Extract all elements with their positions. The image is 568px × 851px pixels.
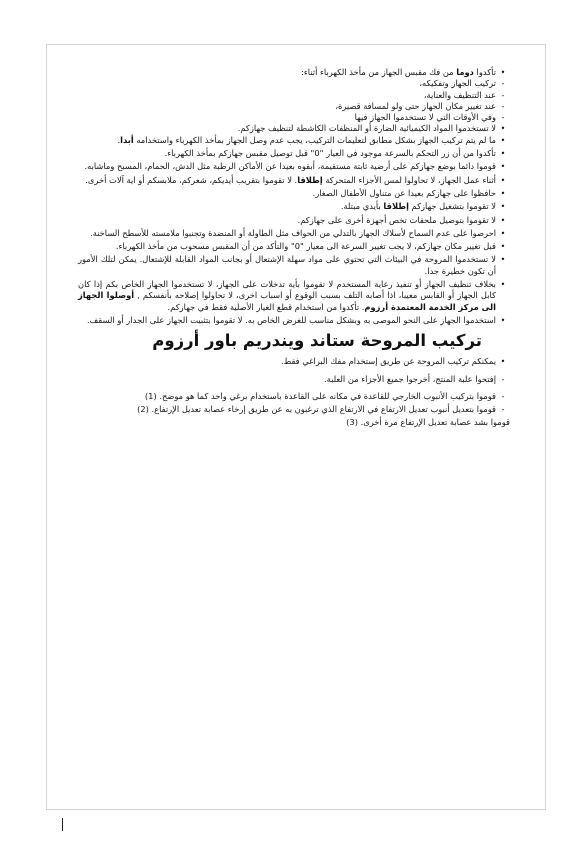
list-item: • لا تستخدموا المواد الكيميائية الضارة أو المنظفات الكاشطة لتنظيف جهازكم.	[78, 123, 510, 134]
bullet-marker: •	[500, 214, 506, 225]
list-item: • احرصوا على عدم السماح لأسلاك الجهاز بالتدلي من الحواف مثل الطاولة أو المنضدة وتجنبوا ملامسته للأسطح الساخنة.	[78, 228, 510, 239]
list-item: - قوموا بتعديل أنبوب تعديل الارتفاع في الارتفاع الذي ترغبون به عن طريق إرخاء عصابة تعديل الإرتفاع. (2)	[78, 404, 510, 415]
list-item: • ما لم يتم تركيب الجهاز بشكل مطابق لتعليمات التركيب، يجب عدم وصل الجهاز بمأخذ الكهرباء واستخدامه أبدا.	[78, 135, 510, 146]
list-item: • لا تقوموا بتوصيل ملحقات تخص أجهزة أخرى على جهازكم.	[78, 215, 510, 226]
bullet-marker: •	[500, 123, 506, 134]
bullet-marker: •	[500, 227, 506, 238]
bullet-marker: •	[500, 241, 506, 252]
list-item: قوموا بشد عصابة تعديل الإرتفاع مرة أخرى. (3)	[346, 417, 510, 428]
bullet-marker: •	[500, 314, 506, 325]
list-item: • قبل تغيير مكان جهازكم، لا يجب تغيير السرعة الى معيار "0" والتأكد من أن المقبس مسحوب من مأخذ الكهرباء.	[78, 241, 510, 252]
list-item: - عند التنظيف والعناية،	[78, 90, 510, 101]
list-item: • استخدموا الجهاز على النحو الموصى به وبشكل مناسب للغرض الخاص به. لا تقوموا بتثبيت الجهاز على الجدار أو السقف.	[78, 315, 510, 326]
section-title: تركيب المروحة ستاند ويندريم باور أرزوم	[152, 331, 482, 351]
bullet-marker: •	[500, 67, 506, 77]
dash-marker: -	[501, 78, 505, 89]
dash-marker: -	[501, 100, 505, 111]
list-item: - قوموا بتركيب الأنبوب الخارجي للقاعدة في مكانه على القاعدة باستخدام برغي واحد كما هو موضح. (1)	[78, 391, 510, 402]
dash-marker: -	[501, 404, 505, 415]
dash-marker: -	[501, 373, 505, 384]
list-item: • يمكنكم تركيب المروحة عن طريق إستخدام مفك البراغي فقط.	[78, 356, 510, 367]
document-body	[78, 67, 510, 429]
list-item: • لا تستخدموا المروحة في البيئات التي تحتوي على مواد سهلة الإشتعال أو بجانب المواد القابلة للإشتعال. يمكن لتلك الأمور أن تكون خطيرة جدا.	[78, 254, 510, 277]
list-item: • تأكدوا من أن زر التحكم بالسرعة موجود في العيار "0" قبل توصيل مقبس جهازكم بمأخذ الكهرباء.	[78, 148, 510, 159]
dash-marker: -	[501, 112, 505, 123]
bullet-marker: •	[500, 356, 506, 367]
bullet-marker: •	[500, 134, 506, 145]
list-item: - تركيب الجهاز وتفكيكه،	[78, 78, 510, 89]
list-item: - وفي الأوقات التي لا تستخدموا الجهاز فيها	[78, 112, 510, 123]
list-item: - عند تغيير مكان الجهاز حتى ولو لمسافة قصيرة،	[78, 101, 510, 112]
bullet-marker: •	[500, 148, 506, 159]
page-number-rule	[62, 818, 63, 831]
dash-marker: -	[501, 390, 505, 401]
list-item: • تأكدوا دوما من فك مقبس الجهاز من مأخذ الكهرباء أثناء:	[78, 67, 510, 78]
list-item: • حافظوا على جهازكم بعيدا عن متناول الأطفال الصغار.	[78, 188, 510, 199]
bullet-marker: •	[500, 187, 506, 198]
list-item: • بخلاف تنظيف الجهاز أو تنفيذ رعاية المستخدم لا تقوموا بأية تدخلات على الجهاز، لا تستخدموا الجهاز الخاص بكم إذا كان كابل الجهاز أو القابس معيبا، اذا أصابه التلف بسبب الوقوع أو اسباب اخرى، لا تحاولوا إصلاحه بأنفسكم , أوصلوا الجهاز الى مركز الخدمة المعتمدة أرزوم. تأكدوا من استخدام قطع الغيار الأصلية فقط في جهازكم.	[78, 279, 510, 313]
list-item: - إفتحوا علبة المنتج، أخرجوا جميع الأجزاء من العلبة.	[78, 374, 510, 385]
bullet-marker: •	[500, 254, 506, 265]
list-item: • قوموا دائما بوضع جهازكم على أرضية ثابتة مستقيمة، أبقوه بعيدا عن الأماكن الرطبة مثل الدش، الحمام، المسبح وماشابه.	[78, 161, 510, 172]
bullet-marker: •	[500, 279, 506, 290]
list-item: • لا تقوموا بتشغيل جهازكم إطلاقا بأيدي مبتلة.	[78, 201, 510, 212]
dash-marker: -	[501, 89, 505, 100]
list-item: • أثناء عمل الجهاز، لا تحاولوا لمس الأجزاء المتحركة إطلاقا. لا تقوموا بتقريب أيديكم، شعركم، ملابسكم أو اية آلات أخرى.	[78, 175, 510, 186]
bullet-marker: •	[500, 161, 506, 172]
bullet-marker: •	[500, 174, 506, 185]
bullet-marker: •	[500, 201, 506, 212]
